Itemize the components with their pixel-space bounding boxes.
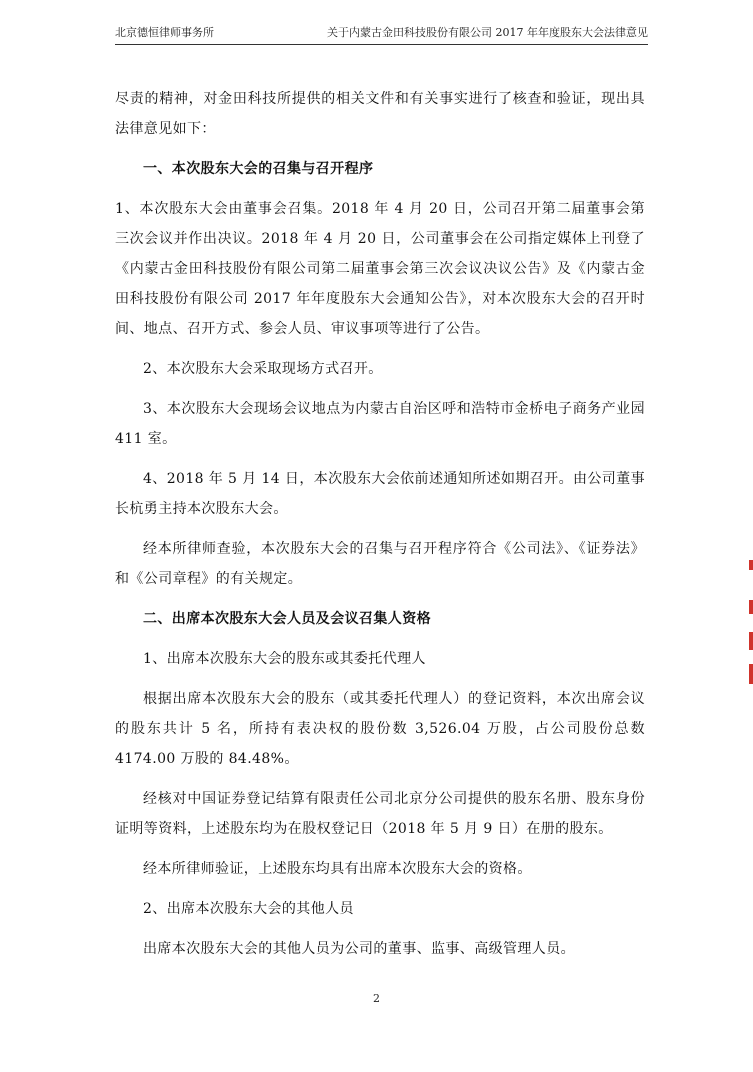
document-body	[115, 84, 645, 974]
seal-edge-mark	[745, 560, 753, 690]
page-number: 2	[373, 992, 380, 1005]
body-paragraph: 1、本次股东大会由董事会召集。2018 年 4 月 20 日，公司召开第二届董事会第三次会议并作出决议。2018 年 4 月 20 日，公司董事会在公司指定媒体上刊登了《内蒙古金田科技股份有限公司第二届董事会第三次会议决议公告》及《内蒙古金田科技股份有限公司 2017 年年度股东大会通知公告》，对本次股东大会的召开时间、地点、召开方式、参会人员、审议事项等进行了公告。	[115, 201, 645, 337]
section-heading-2: 二、出席本次股东大会人员及会议召集人资格	[143, 611, 431, 627]
header-firm-name: 北京德恒律师事务所	[115, 26, 214, 39]
body-paragraph: 1、出席本次股东大会的股东或其委托代理人	[143, 651, 426, 667]
body-paragraph: 3、本次股东大会现场会议地点为内蒙古自治区呼和浩特市金桥电子商务产业园 411 室。	[115, 401, 645, 447]
body-paragraph: 2、出席本次股东大会的其他人员	[143, 901, 354, 917]
body-paragraph: 4、2018 年 5 月 14 日，本次股东大会依前述通知所述如期召开。由公司董事长杭勇主持本次股东大会。	[115, 471, 645, 517]
body-paragraph: 2、本次股东大会采取现场方式召开。	[143, 361, 383, 377]
body-paragraph: 经本所律师查验，本次股东大会的召集与召开程序符合《公司法》、《证券法》和《公司章程》的有关规定。	[115, 541, 645, 587]
body-paragraph: 经本所律师验证，上述股东均具有出席本次股东大会的资格。	[143, 861, 532, 877]
body-paragraph: 经核对中国证券登记结算有限责任公司北京分公司提供的股东名册、股东身份证明等资料，上述股东均为在股权登记日（2018 年 5 月 9 日）在册的股东。	[115, 791, 645, 837]
section-heading-1: 一、本次股东大会的召集与召开程序	[143, 161, 374, 177]
page-header	[115, 19, 648, 45]
header-document-title: 关于内蒙古金田科技股份有限公司 2017 年年度股东大会法律意见	[327, 26, 648, 39]
body-paragraph: 根据出席本次股东大会的股东（或其委托代理人）的登记资料，本次出席会议的股东共计 5 名，所持有表决权的股份数 3,526.04 万股，占公司股份总数 4174.00 万股的 84.48%。	[115, 691, 645, 767]
body-paragraph: 出席本次股东大会的其他人员为公司的董事、监事、高级管理人员。	[143, 941, 575, 957]
body-paragraph: 尽责的精神，对金田科技所提供的相关文件和有关事实进行了核查和验证，现出具法律意见如下：	[115, 91, 645, 137]
